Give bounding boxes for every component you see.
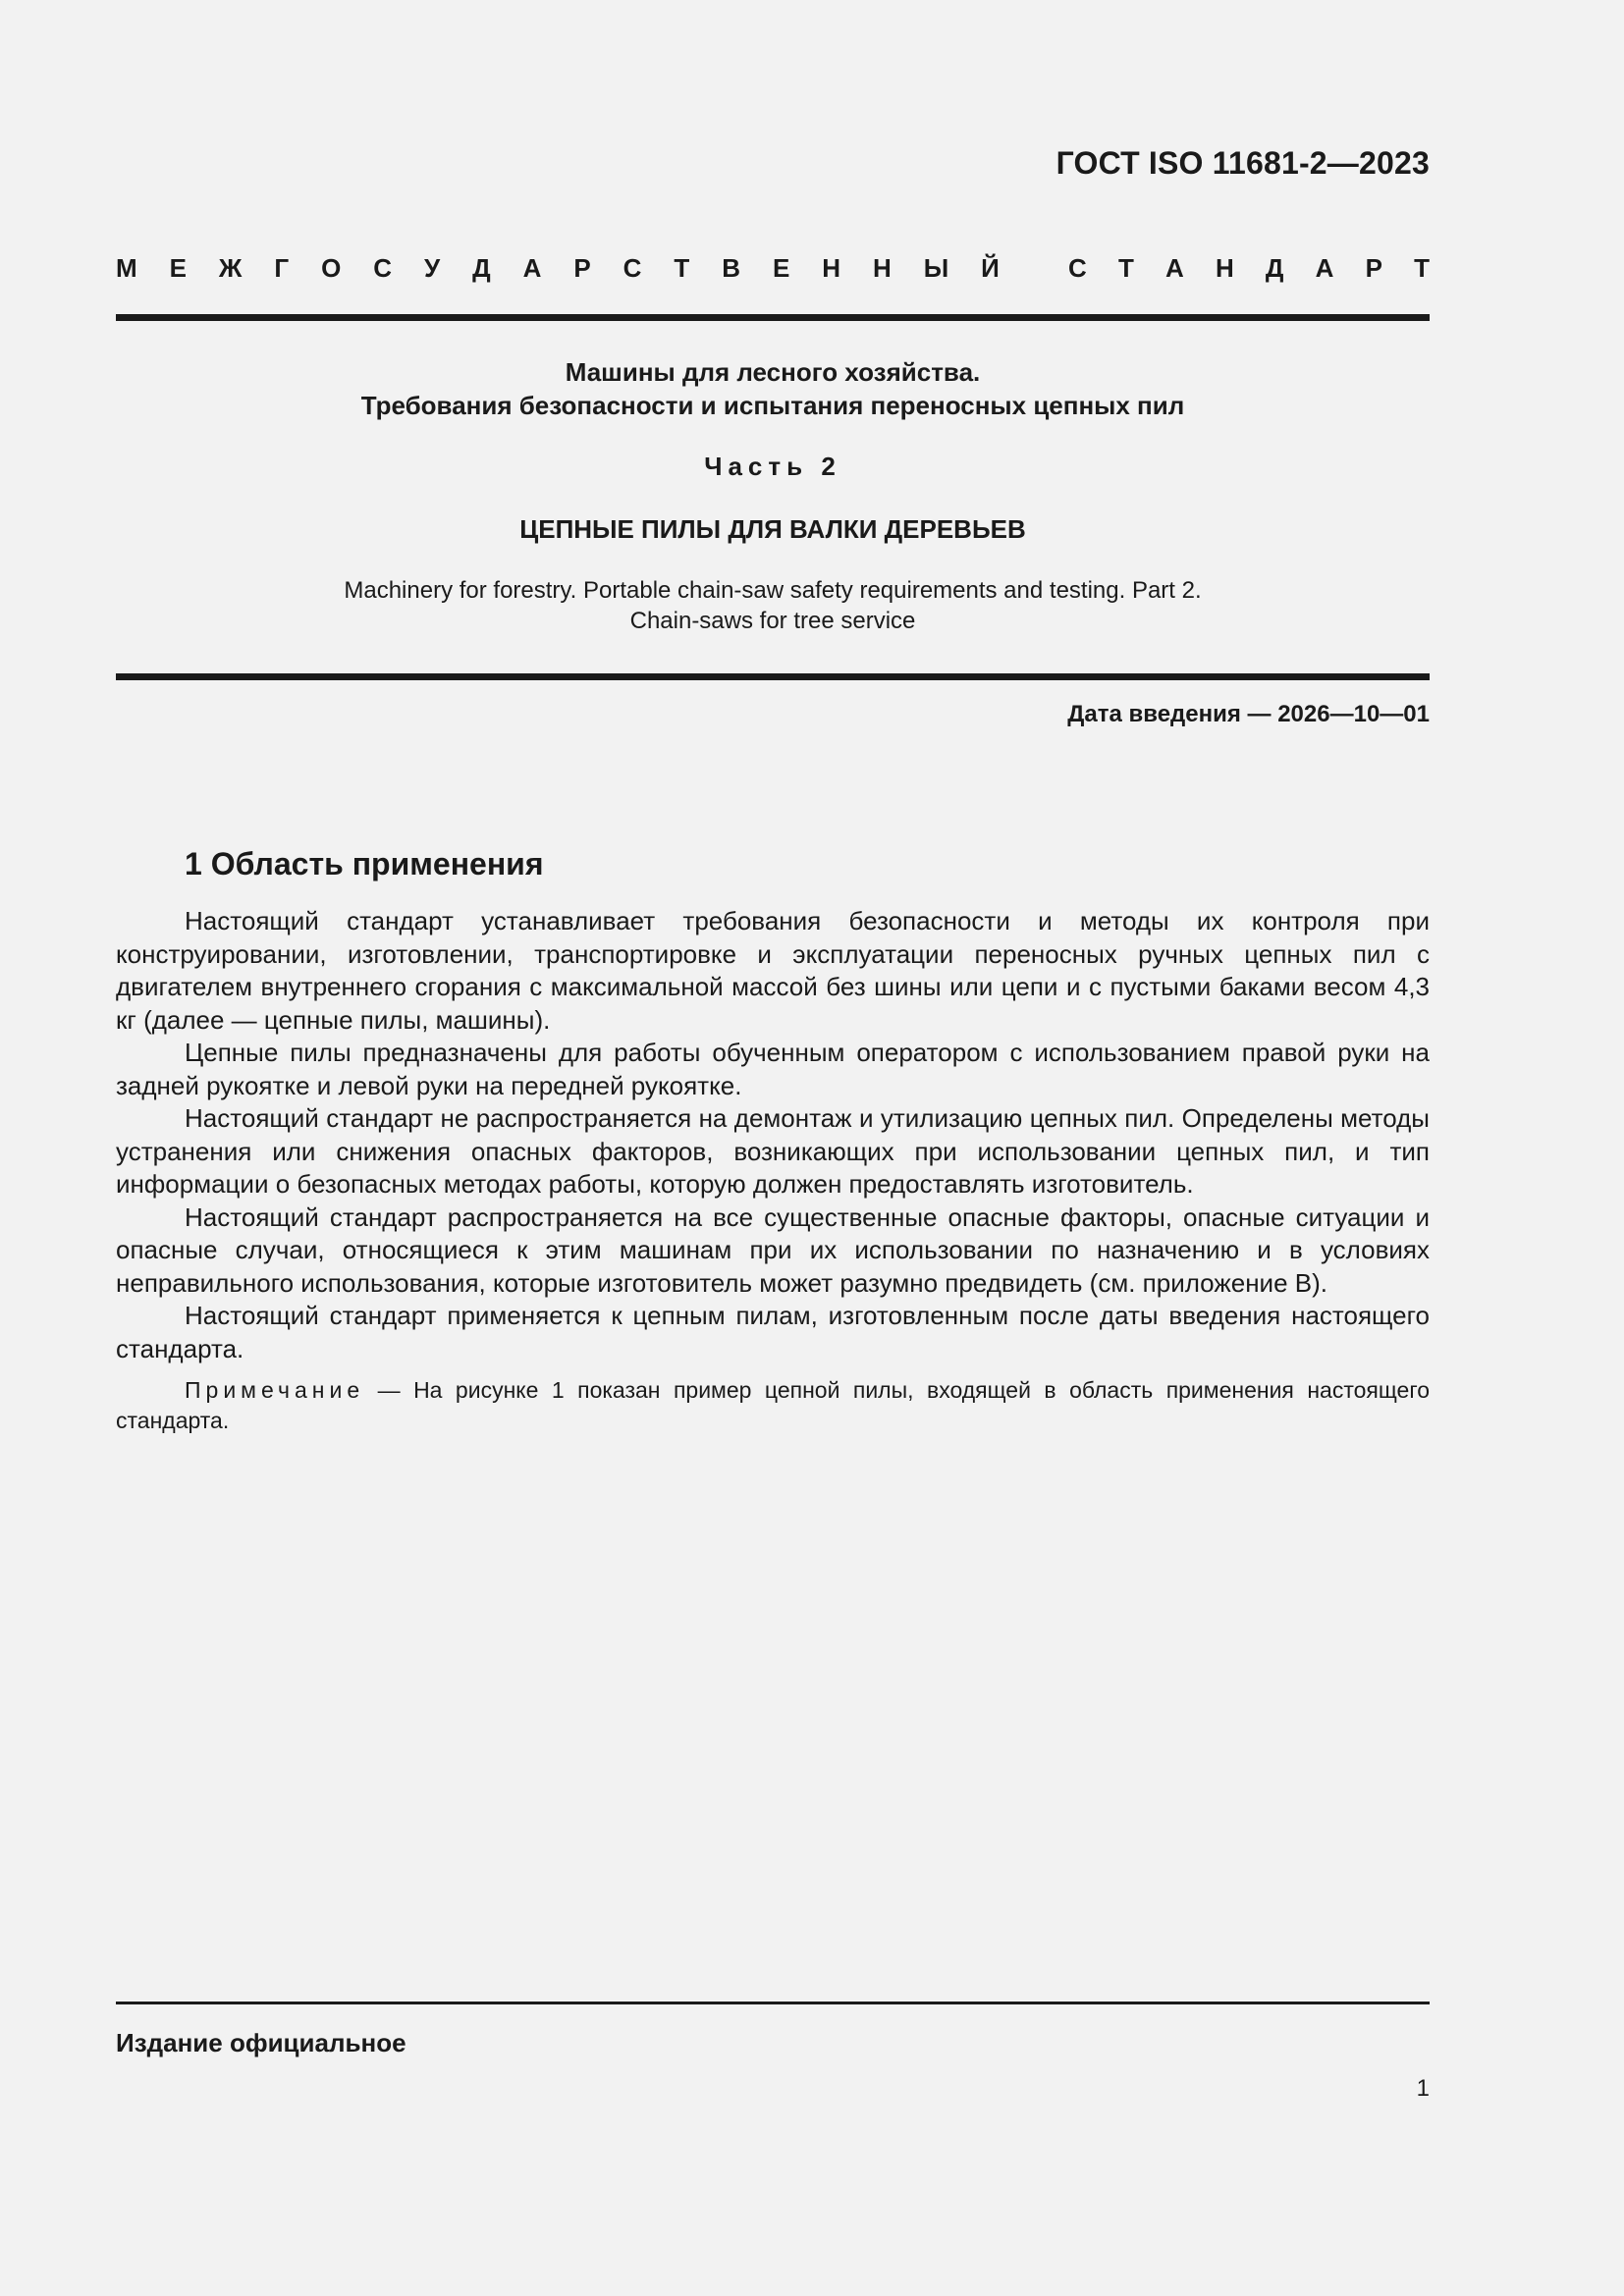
heading-letter: Н xyxy=(1215,253,1234,283)
english-title-line-1: Machinery for forestry. Portable chain-saw safety requirements and testing. Part 2. xyxy=(344,577,1202,604)
heading-letter: Т xyxy=(674,253,690,283)
standard-word xyxy=(1068,253,1430,284)
footer-divider xyxy=(116,2002,1430,2004)
official-edition-label: Издание официальное xyxy=(116,2028,406,2057)
title-line-1: Машины для лесного хозяйства. xyxy=(565,357,981,387)
document-page xyxy=(116,0,1430,2296)
note-text: — На рисунке 1 показан пример цепной пилы, входящей в область применения настоящего стандарта. xyxy=(116,1377,1430,1433)
heading-letter: О xyxy=(321,253,342,283)
heading-letter: Ж xyxy=(218,253,243,283)
heading-letter: Р xyxy=(573,253,591,283)
paragraph: Настоящий стандарт применяется к цепным пилам, изготовленным после даты введения настоящего стандарта. xyxy=(116,1301,1430,1363)
heading-letter: С xyxy=(1068,253,1087,283)
heading-letter: У xyxy=(424,253,441,283)
heading-letter: Ы xyxy=(923,253,949,283)
heading-letter: А xyxy=(1315,253,1334,283)
paragraph: Настоящий стандарт устанавливает требования безопасности и методы их контроля при конструировании, изготовлении, транспортировке и эксплуатации переносных ручных цепных пил с двигателем внутреннего сгорания с максимальной массой без шины или цепи и с пустыми баками весом 4,3 кг (далее — цепные пилы, машины). xyxy=(116,906,1430,1035)
heading-letter: Т xyxy=(1117,253,1134,283)
heading-letter: С xyxy=(623,253,642,283)
heading-letter: В xyxy=(722,253,741,283)
part-label: Часть 2 xyxy=(704,452,841,481)
interstate-standard-heading xyxy=(116,253,1430,284)
heading-letter: Д xyxy=(472,253,491,283)
title-line-2: Требования безопасности и испытания переносных цепных пил xyxy=(360,391,1185,420)
heading-letter: С xyxy=(373,253,393,283)
top-divider xyxy=(116,314,1430,321)
heading-letter: Т xyxy=(1414,253,1430,283)
page-number: 1 xyxy=(1416,2075,1430,2102)
heading-letter: Р xyxy=(1365,253,1382,283)
heading-letter: Е xyxy=(772,253,790,283)
english-title xyxy=(116,575,1430,636)
heading-letter: Н xyxy=(822,253,841,283)
heading-letter: Г xyxy=(274,253,290,283)
note-label: Примечание xyxy=(185,1377,365,1403)
section-heading: 1 Область применения xyxy=(185,846,544,881)
title-bottom-divider xyxy=(116,673,1430,680)
note xyxy=(116,1375,1430,1436)
interstate-word xyxy=(116,253,1000,284)
introduction-date: Дата введения — 2026—10—01 xyxy=(1067,701,1430,727)
heading-letter: Н xyxy=(873,253,892,283)
english-title-line-2: Chain-saws for tree service xyxy=(629,608,916,634)
heading-letter: Й xyxy=(981,253,1000,283)
document-code: ГОСТ ISO 11681-2—2023 xyxy=(1056,145,1430,181)
heading-letter: Д xyxy=(1265,253,1284,283)
heading-letter: Е xyxy=(169,253,187,283)
heading-letter: А xyxy=(522,253,542,283)
paragraph: Настоящий стандарт не распространяется на демонтаж и утилизацию цепных пил. Определены методы устранения или снижения опасных факторов, возникающих при использовании цепных пил, и тип информации о безопасных методах работы, которую должен предоставлять изготовитель. xyxy=(116,1103,1430,1199)
paragraph: Настоящий стандарт распространяется на все существенные опасные факторы, опасные ситуации и опасные случаи, относящиеся к этим машинам при их использовании по назначению и в условиях неправильного использования, которые изготовитель может разумно предвидеть (см. приложение B). xyxy=(116,1201,1430,1298)
part-subtitle: ЦЕПНЫЕ ПИЛЫ ДЛЯ ВАЛКИ ДЕРЕВЬЕВ xyxy=(519,514,1026,544)
heading-letter: М xyxy=(116,253,137,283)
title-block xyxy=(116,355,1430,422)
section-body xyxy=(116,905,1430,1436)
heading-letter: А xyxy=(1165,253,1184,283)
paragraph: Цепные пилы предназначены для работы обученным оператором с использованием правой руки на задней рукоятке и левой руки на передней рукоятке. xyxy=(116,1038,1430,1100)
